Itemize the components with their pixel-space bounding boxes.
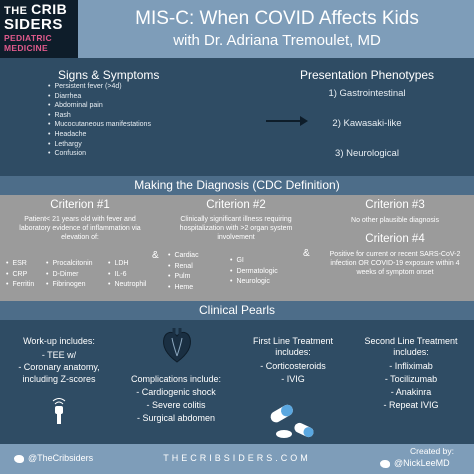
criterion1-col1 xyxy=(6,259,34,291)
list-item: • IL-6 xyxy=(108,270,146,281)
list-item: • ESR xyxy=(6,259,34,270)
signs-section xyxy=(0,58,474,176)
first-line-item: - IVIG xyxy=(281,374,305,384)
first-line-heading: includes: xyxy=(275,347,311,357)
criterion2-title: Criterion #2 xyxy=(206,199,266,211)
list-item: • Fibrinogen xyxy=(46,280,93,291)
logo-line4: MEDICINE xyxy=(4,43,48,53)
criterion1-text: Patient< 21 years old with fever and laboratory evidence of inflammation via elevation of: xyxy=(19,216,141,241)
list-item: • Headache xyxy=(48,130,151,140)
header xyxy=(0,0,474,58)
first-line-heading: First Line Treatment xyxy=(252,336,334,346)
second-line-heading: Second Line Treatment xyxy=(364,336,458,346)
website-link[interactable]: THECRIBSIDERS.COM xyxy=(163,453,311,463)
phenotype-item: 2) Kawasaki-like xyxy=(332,118,402,129)
ampersand: & xyxy=(152,250,159,261)
twitter-icon xyxy=(380,460,390,468)
list-item: • Renal xyxy=(168,262,199,273)
list-item: • Abdominal pain xyxy=(48,101,151,111)
list-item: • LDH xyxy=(108,259,146,270)
complications-heading: Complications include: xyxy=(130,374,222,384)
criterion1-title: Criterion #1 xyxy=(50,199,110,211)
logo-line2: SIDERS xyxy=(4,16,63,33)
heart-icon xyxy=(160,326,194,364)
list-item: • Lethargy xyxy=(48,140,151,150)
pills-icon xyxy=(268,398,314,442)
complication-item: - Severe colitis xyxy=(146,400,206,410)
criterion1-col3 xyxy=(108,259,146,291)
criterion2-text: Clinically significant illness requiring hospitalization with >2 organ system involvement xyxy=(179,216,293,241)
twitter-handle-left-label: @TheCribsiders xyxy=(28,453,94,463)
list-item: • CRP xyxy=(6,270,34,281)
criterion4-text: Positive for current or recent SARS-CoV-2 infection OR COVID-19 exposure within 4 weeks of symptom onset xyxy=(329,251,461,276)
logo-line1: THE xyxy=(4,5,28,17)
criterion2-col2 xyxy=(230,256,278,288)
list-item: • Dermatologic xyxy=(230,267,278,278)
first-line-item: - Corticosteroids xyxy=(260,361,326,371)
pearls-section xyxy=(0,320,474,444)
logo-line3: PEDIATRIC xyxy=(4,33,52,43)
diagnosis-section xyxy=(0,195,474,301)
list-item: • Persistent fever (>4d) xyxy=(48,82,151,92)
second-line-item: - Anakinra xyxy=(390,387,432,397)
criterion3-title: Criterion #3 xyxy=(365,199,425,211)
complication-item: - Surgical abdomen xyxy=(136,413,216,423)
list-item: • D-Dimer xyxy=(46,270,93,281)
created-by-label: Created by: xyxy=(410,446,454,456)
page-title: MIS-C: When COVID Affects Kids xyxy=(135,8,419,29)
pearls-banner: Clinical Pearls xyxy=(0,301,474,320)
list-item: • Heme xyxy=(168,283,199,294)
phenotypes-heading: Presentation Phenotypes xyxy=(299,68,435,82)
list-item: • Procalcitonin xyxy=(46,259,93,270)
workup-item: - Coronary anatomy, xyxy=(18,362,100,372)
logo-line1b: CRIB xyxy=(31,1,68,17)
arrow-head-icon xyxy=(300,116,308,126)
cribsiders-logo xyxy=(0,0,78,58)
list-item: • Diarrhea xyxy=(48,92,151,102)
list-item: • Neurologic xyxy=(230,277,278,288)
diagnosis-banner: Making the Diagnosis (CDC Definition) xyxy=(0,176,474,195)
twitter-handle-right[interactable] xyxy=(380,458,450,468)
ampersand: & xyxy=(303,248,310,259)
signs-list xyxy=(48,82,151,159)
list-item: • Confusion xyxy=(48,149,151,159)
footer xyxy=(0,444,474,474)
list-item: • Neutrophil xyxy=(108,280,146,291)
workup-heading: Work-up includes: xyxy=(23,336,95,346)
twitter-handle-right-label: @NickLeeMD xyxy=(394,458,450,468)
list-item: • GI xyxy=(230,256,278,267)
criterion4-title: Criterion #4 xyxy=(365,233,425,245)
criterion1-col2 xyxy=(46,259,93,291)
ultrasound-probe-icon xyxy=(46,398,72,426)
complication-item: - Cardiogenic shock xyxy=(136,387,216,397)
list-item: • Cardiac xyxy=(168,251,199,262)
phenotype-item: 3) Neurological xyxy=(335,148,399,159)
criterion2-col1 xyxy=(168,251,199,293)
list-item: • Mucocutaneous manifestations xyxy=(48,120,151,130)
list-item: • Pulm xyxy=(168,272,199,283)
signs-heading: Signs & Symptoms xyxy=(58,68,160,82)
workup-item: - TEE w/ xyxy=(41,350,77,360)
phenotype-item: 1) Gastrointestinal xyxy=(328,88,406,99)
criterion3-text: No other plausible diagnosis xyxy=(351,217,439,224)
workup-item: including Z-scores xyxy=(22,374,96,384)
list-item: • Rash xyxy=(48,111,151,121)
second-line-item: - Repeat IVIG xyxy=(383,400,439,410)
second-line-item: - Tocilizumab xyxy=(384,374,438,384)
second-line-heading: includes: xyxy=(393,347,429,357)
page-subtitle: with Dr. Adriana Tremoulet, MD xyxy=(173,32,381,49)
second-line-item: - Infliximab xyxy=(389,361,433,371)
list-item: • Ferritin xyxy=(6,280,34,291)
